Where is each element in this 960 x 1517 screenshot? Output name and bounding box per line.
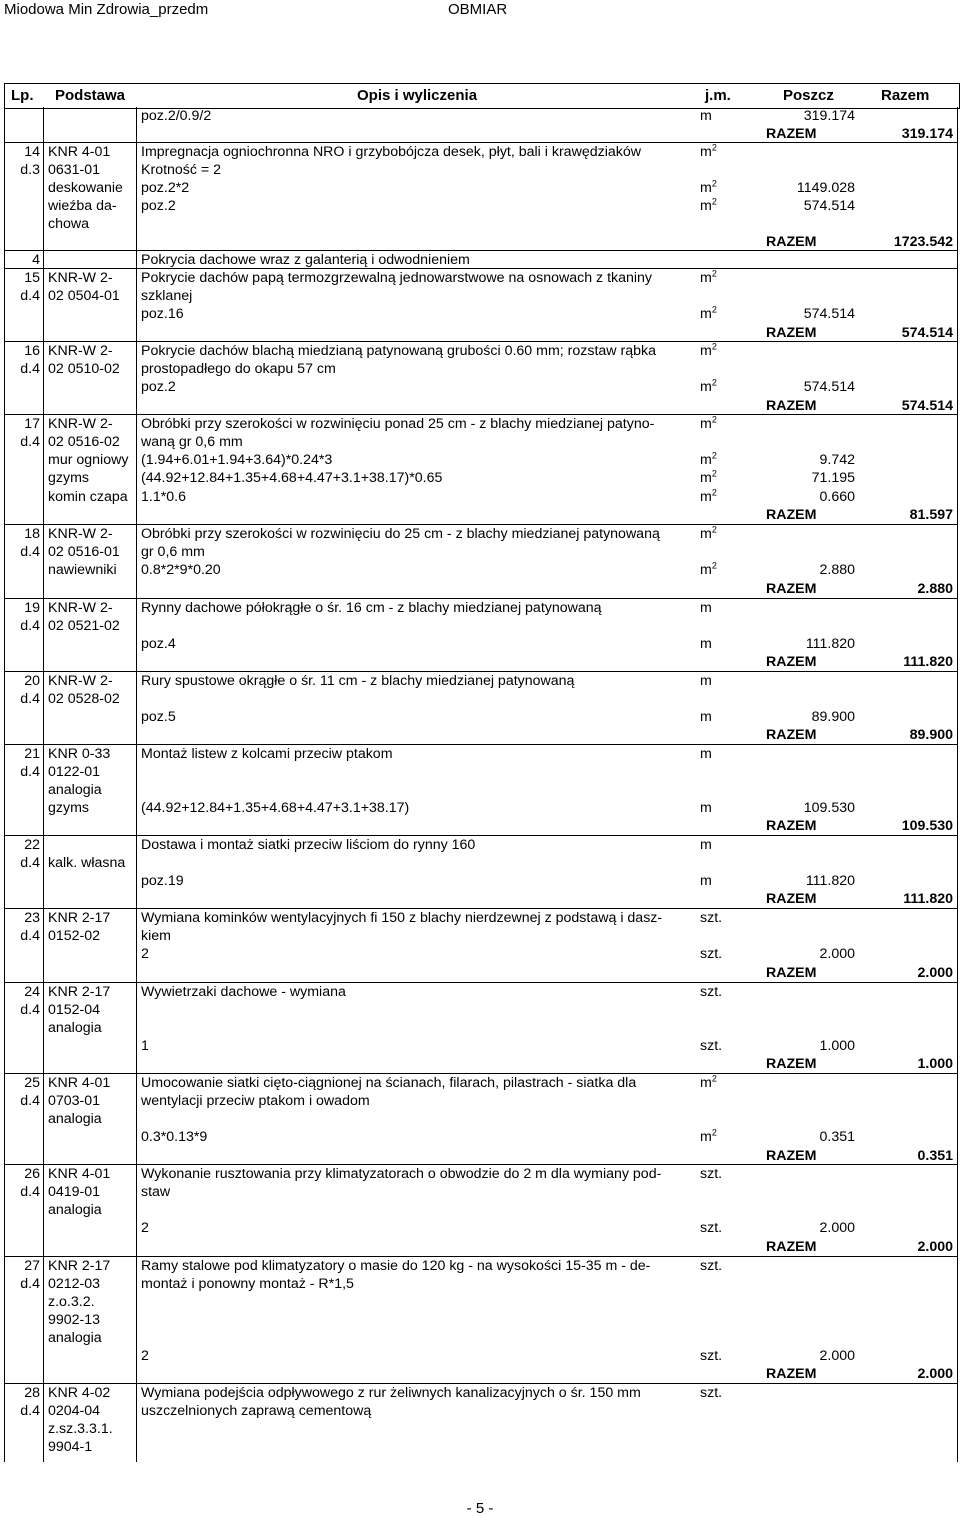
item-unit: m [700,600,712,616]
item-quantity: 1.000 [819,1038,855,1054]
item-number: d.4 [20,764,40,780]
item-basis: analogia [48,1330,102,1346]
item-unit: m [700,746,712,762]
col-divider-lp [43,107,44,1462]
item-basis: 0631-01 [48,162,101,178]
header-center: OBMIAR [448,1,508,18]
item-basis: 02 0504-01 [48,288,120,304]
item-basis: 02 0510-02 [48,361,120,377]
table-border-right [957,107,958,1462]
item-unit: m [700,673,712,689]
item-basis: deskowanie [48,180,123,196]
item-unit: $m^2$ [700,142,717,160]
item-unit: m [700,837,712,853]
item-description: poz.4 [141,636,176,652]
item-quantity: 574.514 [803,379,855,395]
item-unit: szt. [700,946,723,962]
item-number: d.4 [20,855,40,871]
item-basis: KNR-W 2- [48,600,113,616]
item-basis: z.o.3.2. [48,1294,95,1310]
razem-value: 0.351 [917,1148,953,1164]
item-basis: 02 0528-02 [48,691,120,707]
item-description: 1 [141,1038,149,1054]
razem-value: 574.514 [901,398,953,414]
item-number: d.4 [20,691,40,707]
item-description: poz.2/0.9/2 [141,108,212,124]
razem-label: RAZEM [766,126,817,142]
item-description: Krotność = 2 [141,162,222,178]
col-divider-podstawa [136,107,137,1462]
item-unit: $m^2$ [700,560,717,578]
item-unit: szt. [700,984,723,1000]
item-basis: nawiewniki [48,562,117,578]
item-unit: $m^2$ [700,450,717,468]
item-number: 25 [24,1075,40,1091]
item-description: (1.94+6.01+1.94+3.64)*0.24*3 [141,452,333,468]
item-description: (44.92+12.84+1.35+4.68+4.47+3.1+38.17)*0.65 [141,470,443,486]
item-description: poz.19 [141,873,184,889]
item-description: 0.3*0.13*9 [141,1129,208,1145]
item-number: d.4 [20,544,40,560]
item-number: 19 [24,600,40,616]
item-quantity: 111.820 [805,873,855,889]
item-number: d.4 [20,361,40,377]
item-quantity: 109.530 [803,800,855,816]
item-number: d.4 [20,1093,40,1109]
razem-value: 574.514 [901,325,953,341]
item-quantity: 89.900 [811,709,855,725]
item-description: 0.8*2*9*0.20 [141,562,221,578]
item-basis: KNR 2-17 [48,1258,111,1274]
item-description: poz.2 [141,379,176,395]
item-number: d.4 [20,618,40,634]
col-opis: Opis i wyliczenia [357,87,478,104]
item-unit: $m^2$ [700,268,717,286]
item-number: d.4 [20,288,40,304]
razem-value: 319.174 [901,126,953,142]
item-number: 21 [24,746,40,762]
item-basis: KNR-W 2- [48,343,113,359]
razem-value: 2.000 [917,1239,953,1255]
razem-value: 2.000 [917,965,953,981]
item-quantity: 2.000 [819,946,855,962]
item-number: d.4 [20,1403,40,1419]
col-poszcz: Poszcz [783,87,834,104]
item-unit: szt. [700,1166,723,1182]
item-description: Pokrycie dachów blachą miedzianą patynowaną grubości 0.60 mm; rozstaw rąbka [141,343,656,359]
item-unit: m [700,709,712,725]
item-quantity: 574.514 [803,306,855,322]
item-unit: szt. [700,1385,723,1401]
item-unit: szt. [700,1348,723,1364]
item-number: 18 [24,526,40,542]
item-basis: 0152-02 [48,928,101,944]
item-description: gr 0,6 mm [141,544,205,560]
item-description: prostopadłego do okapu 57 cm [141,361,336,377]
item-number: d.4 [20,1184,40,1200]
item-unit: m [700,636,712,652]
item-description: Rury spustowe okrągłe o śr. 11 cm - z blachy miedzianej patynowaną [141,673,575,689]
item-number: 26 [24,1166,40,1182]
item-basis: KNR 4-02 [48,1385,111,1401]
item-basis: 0419-01 [48,1184,101,1200]
item-basis: 02 0516-02 [48,434,120,450]
item-basis: 02 0521-02 [48,618,120,634]
razem-label: RAZEM [766,234,817,250]
item-number: d.4 [20,434,40,450]
razem-label: RAZEM [766,891,817,907]
item-basis: 0204-04 [48,1403,101,1419]
item-basis: KNR-W 2- [48,673,113,689]
razem-label: RAZEM [766,1056,817,1072]
header-left: Miodowa Min Zdrowia_przedm [4,1,209,18]
item-basis: komin czapa [48,489,128,505]
item-number: 16 [24,343,40,359]
item-quantity: 2.880 [819,562,855,578]
item-number: d.4 [20,1276,40,1292]
item-description: poz.2 [141,198,176,214]
item-unit: $m^2$ [700,196,717,214]
item-quantity: 71.195 [811,470,855,486]
razem-label: RAZEM [766,654,817,670]
item-unit: $m^2$ [700,414,717,432]
razem-value: 89.900 [909,727,953,743]
item-basis: 0122-01 [48,764,101,780]
razem-label: RAZEM [766,581,817,597]
item-description: Ramy stalowe pod klimatyzatory o masie do 120 kg - na wysokości 15-35 m - de- [141,1258,651,1274]
item-basis: kalk. własna [48,855,126,871]
item-basis: z.sz.3.3.1. [48,1421,113,1437]
razem-label: RAZEM [766,1239,817,1255]
item-number: d.4 [20,1002,40,1018]
item-unit: szt. [700,1258,723,1274]
item-description: staw [141,1184,171,1200]
item-number: 24 [24,984,40,1000]
item-basis: wieźba da- [48,198,117,214]
item-description: Dostawa i montaż siatki przeciw liściom do rynny 160 [141,837,476,853]
razem-value: 2.880 [917,581,953,597]
item-unit: szt. [700,1220,723,1236]
item-unit: $m^2$ [700,487,717,505]
col-razem: Razem [881,87,930,104]
item-unit: $m^2$ [700,524,717,542]
item-number: 27 [24,1258,40,1274]
item-description: Pokrycia dachowe wraz z galanterią i odwodnieniem [141,252,470,268]
item-unit: szt. [700,910,723,926]
item-description: (44.92+12.84+1.35+4.68+4.47+3.1+38.17) [141,800,410,816]
item-basis: KNR 2-17 [48,910,111,926]
razem-value: 111.820 [903,654,953,670]
item-basis: KNR-W 2- [48,526,113,542]
item-quantity: 0.351 [819,1129,855,1145]
razem-value: 1.000 [917,1056,953,1072]
item-quantity: 9.742 [819,452,855,468]
item-number: 14 [24,144,40,160]
item-unit: m [700,873,712,889]
item-number: 22 [24,837,40,853]
item-quantity: 2.000 [819,1348,855,1364]
razem-value: 109.530 [901,818,953,834]
item-description: Pokrycie dachów papą termozgrzewalną jednowarstwowe na osnowach z tkaniny [141,270,653,286]
item-unit: $m^2$ [700,377,717,395]
item-unit: $m^2$ [700,468,717,486]
item-basis: 9904-1 [48,1439,93,1455]
item-number: d.4 [20,928,40,944]
item-unit: m [700,800,712,816]
razem-label: RAZEM [766,965,817,981]
item-basis: KNR 0-33 [48,746,111,762]
col-lp: Lp. [11,87,34,104]
item-basis: analogia [48,1020,102,1036]
item-basis: mur ogniowy [48,452,129,468]
item-unit: $m^2$ [700,341,717,359]
item-description: Wykonanie rusztowania przy klimatyzatorach o obwodzie do 2 m dla wymiany pod- [141,1166,662,1182]
item-description: Impregnacja ogniochronna NRO i grzybobójcza desek, płyt, bali i krawędziaków [141,144,641,160]
col-jm: j.m. [705,87,731,104]
item-description: poz.16 [141,306,184,322]
razem-value: 2.000 [917,1366,953,1382]
item-unit: szt. [700,1038,723,1054]
item-description: szklanej [141,288,193,304]
item-basis: 0703-01 [48,1093,101,1109]
razem-value: 81.597 [909,507,953,523]
razem-label: RAZEM [766,507,817,523]
item-basis: 02 0516-01 [48,544,120,560]
item-unit: $m^2$ [700,178,717,196]
item-description: 2 [141,1220,149,1236]
item-description: Wywietrzaki dachowe - wymiana [141,984,346,1000]
item-unit: m [700,108,712,124]
item-unit: $m^2$ [700,1073,717,1091]
razem-value: 111.820 [903,891,953,907]
item-number: 4 [32,252,40,268]
page-number: - 5 - [466,1500,494,1517]
page-header [0,0,960,22]
razem-label: RAZEM [766,1148,817,1164]
razem-label: RAZEM [766,398,817,414]
item-quantity: 1149.028 [796,180,855,196]
item-description: montaż i ponowny montaż - R*1,5 [141,1276,354,1292]
item-quantity: 319.174 [803,108,855,124]
razem-label: RAZEM [766,1366,817,1382]
item-description: uszczelnionych zaprawą cementową [141,1403,372,1419]
item-unit: $m^2$ [700,1127,717,1145]
item-basis: KNR 4-01 [48,1166,111,1182]
item-number: 17 [24,416,40,432]
item-number: 28 [24,1385,40,1401]
item-basis: gzyms [48,470,89,486]
item-basis: 0212-03 [48,1276,101,1292]
item-description: Wymiana podejścia odpływowego z rur żeliwnych kanalizacyjnych o śr. 150 mm [141,1385,641,1401]
item-number: 23 [24,910,40,926]
item-description: Wymiana kominków wentylacyjnych fi 150 z blachy nierdzewnej z podstawą i dasz- [141,910,663,926]
item-description: Obróbki przy szerokości w rozwinięciu do 25 cm - z blachy miedzianej patynowaną [141,526,660,542]
item-description: Rynny dachowe półokrągłe o śr. 16 cm - z blachy miedzianej patynowaną [141,600,602,616]
item-basis: KNR-W 2- [48,270,113,286]
item-basis: KNR-W 2- [48,416,113,432]
item-number: d.3 [20,162,40,178]
item-quantity: 2.000 [819,1220,855,1236]
item-description: 2 [141,1348,149,1364]
item-description: 1.1*0.6 [141,489,186,505]
col-podstawa: Podstawa [55,87,126,104]
item-quantity: 111.820 [805,636,855,652]
razem-value: 1723.542 [893,234,953,250]
item-basis: 0152-04 [48,1002,101,1018]
item-quantity: 574.514 [803,198,855,214]
item-description: wentylacji przeciw ptakom i owadom [141,1093,370,1109]
item-description: kiem [141,928,171,944]
item-basis: KNR 4-01 [48,1075,111,1091]
item-basis: analogia [48,1111,102,1127]
item-description: Umocowanie siatki cięto-ciągnionej na ścianach, filarach, pilastrach - siatka dla [141,1075,637,1091]
item-basis: KNR 2-17 [48,984,111,1000]
item-description: poz.2*2 [141,180,190,196]
item-number: 20 [24,673,40,689]
item-description: Montaż listew z kolcami przeciw ptakom [141,746,393,762]
item-description: poz.5 [141,709,176,725]
razem-label: RAZEM [766,325,817,341]
item-description: waną gr 0,6 mm [141,434,243,450]
item-unit: $m^2$ [700,304,717,322]
item-description: 2 [141,946,149,962]
razem-label: RAZEM [766,727,817,743]
item-basis: analogia [48,782,102,798]
item-basis: chowa [48,216,90,232]
item-number: 15 [24,270,40,286]
item-description: Obróbki przy szerokości w rozwinięciu ponad 25 cm - z blachy miedzianej patyno- [141,416,655,432]
item-quantity: 0.660 [819,489,855,505]
item-basis: 9902-13 [48,1312,101,1328]
razem-label: RAZEM [766,818,817,834]
item-basis: gzyms [48,800,89,816]
table-header [4,83,960,109]
item-basis: analogia [48,1202,102,1218]
item-basis: KNR 4-01 [48,144,111,160]
